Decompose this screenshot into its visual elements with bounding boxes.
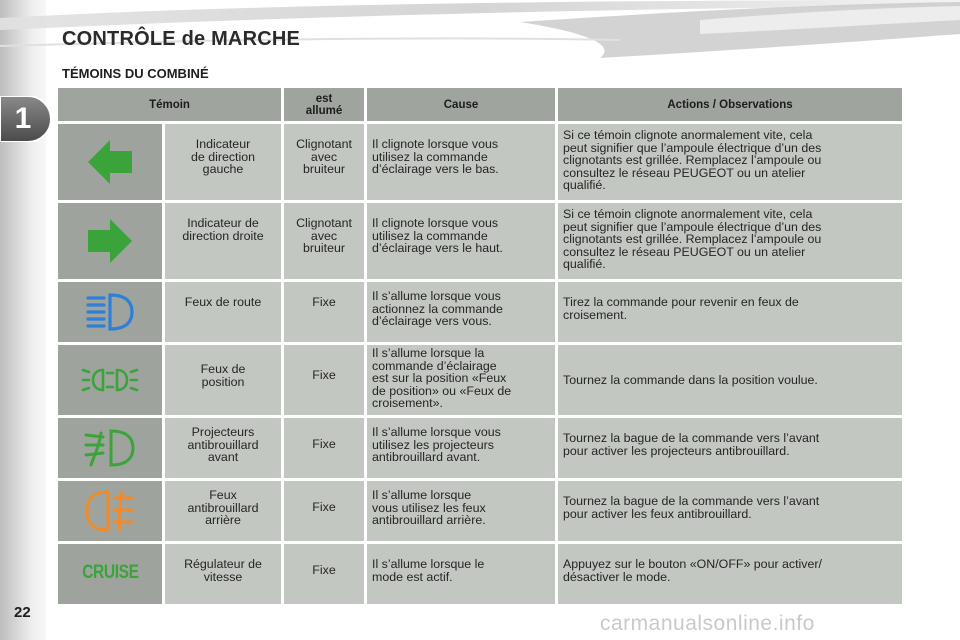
header-cause: Cause <box>367 88 555 121</box>
table-row <box>58 481 902 541</box>
icon-cell <box>58 481 162 541</box>
page-title: CONTRÔLE de MARCHE <box>62 28 301 50</box>
icon-cell <box>58 282 162 342</box>
table-row <box>58 203 902 279</box>
witness-state: Fixe <box>284 418 364 478</box>
witness-cause: Il s’allume lorsque vous actionnez la commande d’éclairage vers vous. <box>367 282 555 342</box>
icon-cell <box>58 345 162 415</box>
witness-name: Feux de route <box>165 282 281 342</box>
icon-cell <box>58 544 162 604</box>
icon-cell <box>58 203 162 279</box>
watermark: carmanualsonline.info <box>600 612 815 635</box>
witness-action: Si ce témoin clignote anormalement vite, cela peut signifier que l’ampoule électrique d’un des clignotants est grillée. Remplacez l’ampoule ou consultez le réseau PEUGEOT ou un atelier qualifié. <box>558 203 902 279</box>
rear-fog-lamp-icon <box>84 488 136 534</box>
left-arrow-icon <box>86 138 134 186</box>
witness-name: Feux de position <box>165 345 281 415</box>
header-actions: Actions / Observations <box>558 88 902 121</box>
witness-cause: Il s’allume lorsque vous utilisez les projecteurs antibrouillard avant. <box>367 418 555 478</box>
witness-state: Fixe <box>284 481 364 541</box>
witness-state: Clignotant avec bruiteur <box>284 203 364 279</box>
witness-state: Fixe <box>284 544 364 604</box>
witness-action: Tournez la commande dans la position voulue. <box>558 345 902 415</box>
table-header-row <box>58 88 902 121</box>
witness-name: Feux antibrouillard arrière <box>165 481 281 541</box>
header-witness: Témoin <box>58 88 281 121</box>
table-row <box>58 418 902 478</box>
icon-cell <box>58 124 162 200</box>
page-number: 22 <box>14 604 31 621</box>
witness-cause: Il s’allume lorsque vous utilisez les feux antibrouillard arrière. <box>367 481 555 541</box>
table-row <box>58 282 902 342</box>
header-state: est allumé <box>284 88 364 121</box>
sidelights-icon <box>81 362 139 398</box>
cruise-icon: CRUISE <box>81 562 139 584</box>
icon-cell <box>58 418 162 478</box>
front-fog-lamp-icon <box>83 427 137 469</box>
witness-cause: Il s’allume lorsque la commande d’éclairage est sur la position «Feux de position» ou «Feux de croisement». <box>367 345 555 415</box>
witness-cause: Il clignote lorsque vous utilisez la commande d’éclairage vers le haut. <box>367 203 555 279</box>
witness-state: Fixe <box>284 282 364 342</box>
table-row <box>58 544 902 604</box>
witness-action: Appuyez sur le bouton «ON/OFF» pour activer/ désactiver le mode. <box>558 544 902 604</box>
witness-name: Régulateur de vitesse <box>165 544 281 604</box>
witness-action: Tirez la commande pour revenir en feux de croisement. <box>558 282 902 342</box>
table-row <box>58 124 902 200</box>
witness-cause: Il clignote lorsque vous utilisez la commande d’éclairage vers le bas. <box>367 124 555 200</box>
witness-action: Tournez la bague de la commande vers l’avant pour activer les feux antibrouillard. <box>558 481 902 541</box>
table-row <box>58 345 902 415</box>
witness-name: Projecteurs antibrouillard avant <box>165 418 281 478</box>
section-title: TÉMOINS DU COMBINÉ <box>62 66 209 81</box>
witness-action: Si ce témoin clignote anormalement vite, cela peut signifier que l’ampoule électrique d’un des clignotants est grillée. Remplacez l’ampoule ou consultez le réseau PEUGEOT ou un atelier qualifié. <box>558 124 902 200</box>
witness-state: Fixe <box>284 345 364 415</box>
witness-state: Clignotant avec bruiteur <box>284 124 364 200</box>
high-beam-icon <box>84 292 136 332</box>
right-arrow-icon <box>86 217 134 265</box>
witness-cause: Il s’allume lorsque le mode est actif. <box>367 544 555 604</box>
witness-name: Indicateur de direction gauche <box>165 124 281 200</box>
witness-action: Tournez la bague de la commande vers l’avant pour activer les projecteurs antibrouillard. <box>558 418 902 478</box>
witness-name: Indicateur de direction droite <box>165 203 281 279</box>
warning-lights-table <box>55 85 905 607</box>
chapter-number: 1 <box>14 102 32 135</box>
